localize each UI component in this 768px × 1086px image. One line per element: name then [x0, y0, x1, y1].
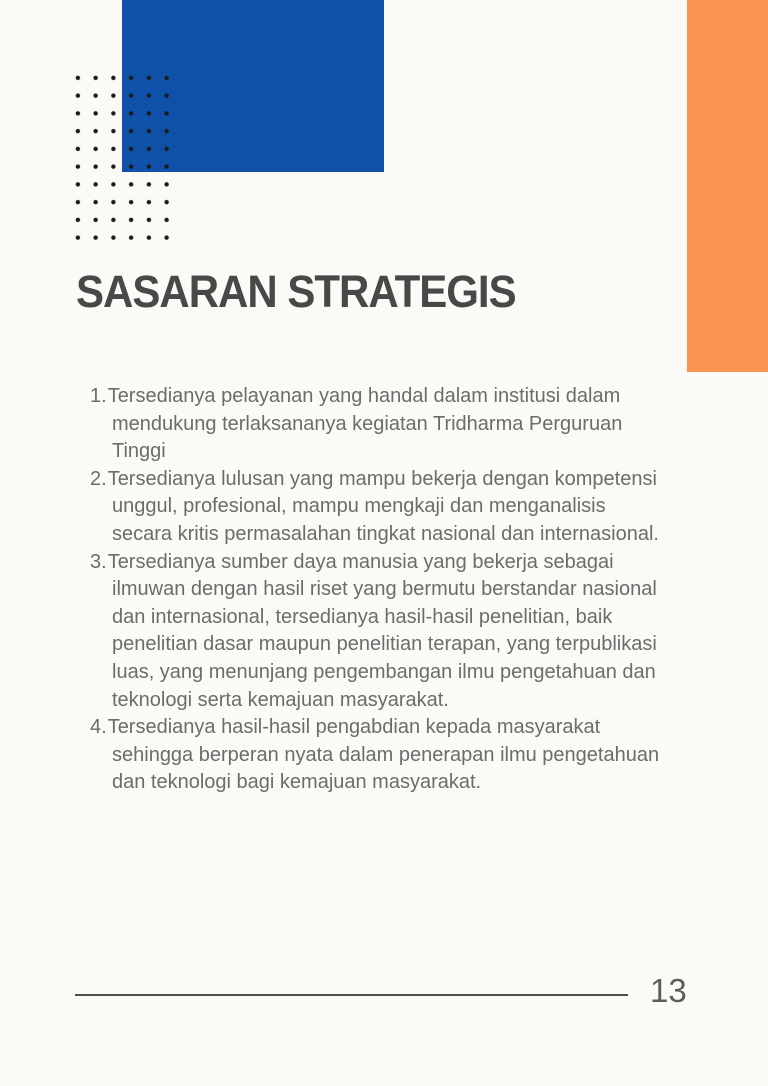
- strategic-goals-list: [90, 383, 664, 797]
- list-item-number: 3.: [90, 550, 107, 573]
- list-item-text: Tersedianya sumber daya manusia yang bekerja sebagai ilmuwan dengan hasil riset yang bermutu berstandar nasional dan internasional, tersedianya hasil-hasil penelitian, baik penelitian dasar maupun penelitian terapan, yang terpublikasi luas, yang menunjang pengembangan ilmu pengetahuan dan teknologi serta kemajuan masyarakat.: [107, 550, 657, 711]
- list-item-number: 4.: [90, 716, 107, 739]
- list-item: [90, 549, 664, 715]
- list-item-text: Tersedianya lulusan yang mampu bekerja dengan kompetensi unggul, profesional, mampu mengkaji dan menganalisis secara kritis permasalahan tingkat nasional dan internasional.: [107, 467, 659, 545]
- decorative-orange-sidebar: [687, 0, 768, 372]
- list-item: [90, 383, 664, 466]
- page-number: 13: [650, 972, 687, 1009]
- list-item-text: Tersedianya hasil-hasil pengabdian kepada masyarakat sehingga berperan nyata dalam penerapan ilmu pengetahuan dan teknologi bagi kemajuan masyarakat.: [107, 716, 660, 794]
- page-title: SASARAN STRATEGIS: [76, 266, 516, 317]
- list-item: [90, 466, 664, 549]
- list-item: [90, 714, 664, 797]
- footer-divider-line: [75, 994, 628, 996]
- decorative-dot-grid: [69, 69, 176, 247]
- list-item-text: Tersedianya pelayanan yang handal dalam institusi dalam mendukung terlaksananya kegiatan Tridharma Perguruan Tinggi: [107, 385, 623, 463]
- list-item-number: 2.: [90, 467, 107, 490]
- list-item-number: 1.: [90, 385, 107, 407]
